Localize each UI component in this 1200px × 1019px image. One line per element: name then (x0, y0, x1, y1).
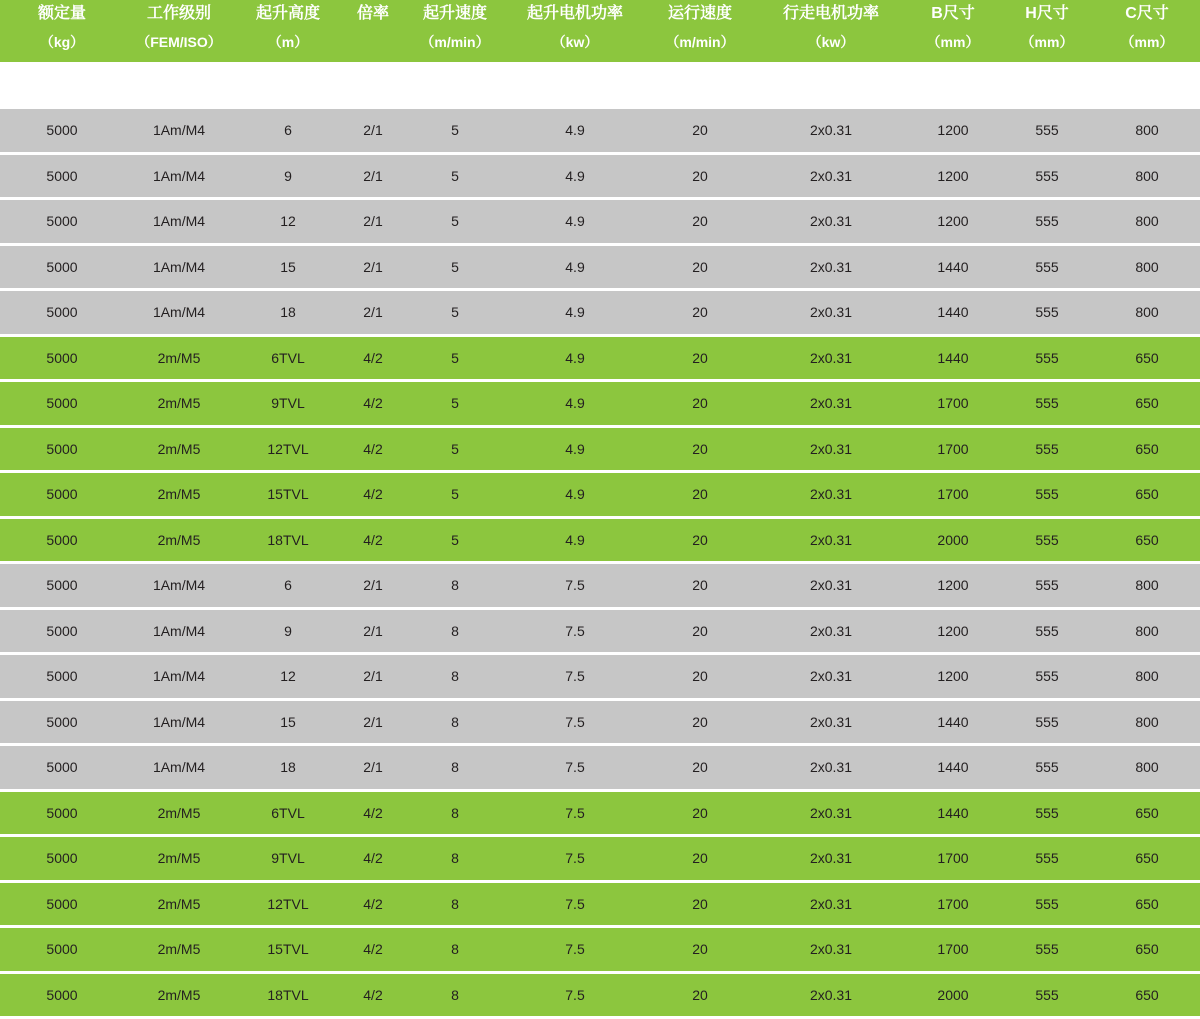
table-cell: 5000 (0, 699, 124, 745)
table-cell: 4.9 (506, 244, 644, 290)
table-cell: 1Am/M4 (124, 199, 234, 245)
table-cell: 1440 (906, 335, 1000, 381)
table-cell: 2000 (906, 972, 1000, 1018)
table-cell: 4/2 (342, 335, 404, 381)
table-cell: 7.5 (506, 927, 644, 973)
table-cell: 2x0.31 (756, 290, 906, 336)
table-cell: 2m/M5 (124, 790, 234, 836)
table-cell: 4.9 (506, 335, 644, 381)
table-cell: 5 (404, 290, 506, 336)
table-cell: 2m/M5 (124, 472, 234, 518)
table-cell: 650 (1094, 881, 1200, 927)
table-cell: 1200 (906, 153, 1000, 199)
table-cell: 555 (1000, 153, 1094, 199)
table-cell: 20 (644, 608, 756, 654)
table-cell: 555 (1000, 199, 1094, 245)
table-cell: 12 (234, 654, 342, 700)
table-cell: 1200 (906, 199, 1000, 245)
table-cell: 18 (234, 290, 342, 336)
column-header-unit-6: （m/min） (644, 28, 756, 62)
table-cell: 2m/M5 (124, 426, 234, 472)
column-header-title-1: 工作级别 (124, 0, 234, 28)
table-cell: 1700 (906, 381, 1000, 427)
table-cell: 15 (234, 244, 342, 290)
table-cell: 8 (404, 881, 506, 927)
table-row (0, 335, 1200, 381)
table-cell: 1700 (906, 881, 1000, 927)
table-cell: 2x0.31 (756, 699, 906, 745)
table-cell: 650 (1094, 972, 1200, 1018)
table-cell: 5000 (0, 244, 124, 290)
table-row (0, 745, 1200, 791)
table-cell: 2/1 (342, 608, 404, 654)
table-cell: 7.5 (506, 563, 644, 609)
table-row (0, 972, 1200, 1018)
table-cell: 4.9 (506, 517, 644, 563)
table-cell: 2x0.31 (756, 972, 906, 1018)
table-cell: 2m/M5 (124, 927, 234, 973)
table-body (0, 62, 1200, 1018)
table-row (0, 426, 1200, 472)
table-cell: 20 (644, 472, 756, 518)
table-cell: 1Am/M4 (124, 654, 234, 700)
table-cell: 5 (404, 153, 506, 199)
table-cell: 1Am/M4 (124, 290, 234, 336)
table-cell: 8 (404, 972, 506, 1018)
table-cell: 1Am/M4 (124, 244, 234, 290)
table-cell: 2/1 (342, 654, 404, 700)
table-cell: 1440 (906, 244, 1000, 290)
table-cell: 8 (404, 608, 506, 654)
table-cell: 6TVL (234, 790, 342, 836)
table-cell: 20 (644, 881, 756, 927)
table-cell: 1440 (906, 745, 1000, 791)
table-cell: 2/1 (342, 153, 404, 199)
table-cell: 12TVL (234, 881, 342, 927)
table-cell: 1700 (906, 472, 1000, 518)
header-gap (0, 62, 1200, 108)
table-cell: 5000 (0, 335, 124, 381)
table-cell: 555 (1000, 290, 1094, 336)
table-cell: 2/1 (342, 563, 404, 609)
table-cell: 2x0.31 (756, 244, 906, 290)
table-cell: 2/1 (342, 244, 404, 290)
table-cell: 1440 (906, 790, 1000, 836)
table-cell: 6TVL (234, 335, 342, 381)
table-cell: 2x0.31 (756, 654, 906, 700)
table-cell: 7.5 (506, 881, 644, 927)
table-cell: 2x0.31 (756, 836, 906, 882)
table-cell: 2x0.31 (756, 517, 906, 563)
table-cell: 7.5 (506, 972, 644, 1018)
table-cell: 555 (1000, 426, 1094, 472)
table-row (0, 381, 1200, 427)
table-cell: 4/2 (342, 472, 404, 518)
table-cell: 4/2 (342, 836, 404, 882)
table-cell: 1Am/M4 (124, 563, 234, 609)
table-row (0, 699, 1200, 745)
table-cell: 20 (644, 836, 756, 882)
table-row (0, 881, 1200, 927)
table-cell: 5000 (0, 972, 124, 1018)
table-cell: 5000 (0, 472, 124, 518)
table-cell: 8 (404, 790, 506, 836)
table-cell: 5 (404, 199, 506, 245)
table-cell: 5 (404, 472, 506, 518)
table-cell: 1700 (906, 426, 1000, 472)
table-cell: 555 (1000, 654, 1094, 700)
table-cell: 2m/M5 (124, 517, 234, 563)
header-unit-row (0, 28, 1200, 62)
table-cell: 7.5 (506, 654, 644, 700)
table-cell: 800 (1094, 290, 1200, 336)
table-cell: 4.9 (506, 426, 644, 472)
table-cell: 4/2 (342, 517, 404, 563)
table-cell: 4/2 (342, 426, 404, 472)
table-cell: 650 (1094, 426, 1200, 472)
table-cell: 20 (644, 153, 756, 199)
table-cell: 800 (1094, 654, 1200, 700)
table-cell: 1Am/M4 (124, 699, 234, 745)
table-cell: 2x0.31 (756, 381, 906, 427)
column-header-title-10: C尺寸 (1094, 0, 1200, 28)
table-row (0, 836, 1200, 882)
table-cell: 1200 (906, 108, 1000, 154)
table-cell: 555 (1000, 836, 1094, 882)
table-cell: 8 (404, 745, 506, 791)
table-cell: 18TVL (234, 517, 342, 563)
table-row (0, 927, 1200, 973)
table-cell: 800 (1094, 108, 1200, 154)
table-cell: 4.9 (506, 472, 644, 518)
table-cell: 20 (644, 244, 756, 290)
table-cell: 2/1 (342, 699, 404, 745)
column-header-unit-4: （m/min） (404, 28, 506, 62)
header-gap-cell (0, 62, 1200, 108)
table-cell: 555 (1000, 381, 1094, 427)
header-title-row (0, 0, 1200, 28)
table-cell: 1Am/M4 (124, 108, 234, 154)
table-row (0, 199, 1200, 245)
table-cell: 800 (1094, 699, 1200, 745)
table-cell: 5000 (0, 654, 124, 700)
table-cell: 2x0.31 (756, 426, 906, 472)
table-cell: 555 (1000, 699, 1094, 745)
table-cell: 5000 (0, 381, 124, 427)
table-cell: 4.9 (506, 290, 644, 336)
table-cell: 5 (404, 335, 506, 381)
table-header (0, 0, 1200, 62)
table-cell: 5000 (0, 790, 124, 836)
table-cell: 8 (404, 654, 506, 700)
table-cell: 555 (1000, 790, 1094, 836)
table-cell: 1Am/M4 (124, 608, 234, 654)
table-cell: 4/2 (342, 927, 404, 973)
table-cell: 20 (644, 381, 756, 427)
column-header-unit-8: （mm） (906, 28, 1000, 62)
table-cell: 650 (1094, 927, 1200, 973)
table-cell: 4/2 (342, 972, 404, 1018)
column-header-title-8: B尺寸 (906, 0, 1000, 28)
table-cell: 18TVL (234, 972, 342, 1018)
table-cell: 2x0.31 (756, 881, 906, 927)
table-cell: 2/1 (342, 108, 404, 154)
table-cell: 15 (234, 699, 342, 745)
table-cell: 2m/M5 (124, 972, 234, 1018)
table-cell: 555 (1000, 335, 1094, 381)
table-cell: 20 (644, 927, 756, 973)
table-row (0, 517, 1200, 563)
table-cell: 4/2 (342, 881, 404, 927)
column-header-title-9: H尺寸 (1000, 0, 1094, 28)
table-cell: 6 (234, 563, 342, 609)
column-header-unit-0: （kg） (0, 28, 124, 62)
table-cell: 7.5 (506, 745, 644, 791)
table-cell: 650 (1094, 381, 1200, 427)
table-row (0, 654, 1200, 700)
column-header-unit-2: （m） (234, 28, 342, 62)
table-cell: 2x0.31 (756, 108, 906, 154)
table-cell: 555 (1000, 881, 1094, 927)
table-cell: 1200 (906, 654, 1000, 700)
table-cell: 7.5 (506, 699, 644, 745)
table-cell: 8 (404, 699, 506, 745)
table-cell: 2m/M5 (124, 881, 234, 927)
column-header-title-5: 起升电机功率 (506, 0, 644, 28)
column-header-title-3: 倍率 (342, 0, 404, 28)
table-row (0, 790, 1200, 836)
table-cell: 2m/M5 (124, 335, 234, 381)
table-cell: 1200 (906, 563, 1000, 609)
table-cell: 4.9 (506, 108, 644, 154)
table-cell: 1440 (906, 699, 1000, 745)
table-cell: 2x0.31 (756, 608, 906, 654)
column-header-title-4: 起升速度 (404, 0, 506, 28)
table-cell: 8 (404, 927, 506, 973)
table-cell: 4.9 (506, 153, 644, 199)
table-cell: 1Am/M4 (124, 153, 234, 199)
table-row (0, 108, 1200, 154)
table-cell: 650 (1094, 335, 1200, 381)
column-header-unit-7: （kw） (756, 28, 906, 62)
table-cell: 800 (1094, 608, 1200, 654)
table-cell: 20 (644, 517, 756, 563)
table-cell: 20 (644, 426, 756, 472)
table-cell: 5000 (0, 608, 124, 654)
table-cell: 20 (644, 199, 756, 245)
table-cell: 5 (404, 108, 506, 154)
table-cell: 2m/M5 (124, 381, 234, 427)
table-cell: 5000 (0, 927, 124, 973)
column-header-unit-10: （mm） (1094, 28, 1200, 62)
table-cell: 555 (1000, 927, 1094, 973)
table-cell: 20 (644, 108, 756, 154)
table-cell: 2x0.31 (756, 199, 906, 245)
table-cell: 2x0.31 (756, 927, 906, 973)
column-header-title-7: 行走电机功率 (756, 0, 906, 28)
table-cell: 555 (1000, 472, 1094, 518)
table-cell: 2x0.31 (756, 790, 906, 836)
table-cell: 5 (404, 381, 506, 427)
table-cell: 20 (644, 699, 756, 745)
table-cell: 8 (404, 836, 506, 882)
column-header-unit-3 (342, 28, 404, 62)
table-cell: 18 (234, 745, 342, 791)
table-cell: 1700 (906, 836, 1000, 882)
table-cell: 555 (1000, 517, 1094, 563)
table-cell: 6 (234, 108, 342, 154)
table-cell: 4.9 (506, 381, 644, 427)
column-header-title-6: 运行速度 (644, 0, 756, 28)
table-cell: 4.9 (506, 199, 644, 245)
table-cell: 9 (234, 608, 342, 654)
table-cell: 555 (1000, 244, 1094, 290)
table-cell: 4/2 (342, 381, 404, 427)
table-cell: 8 (404, 563, 506, 609)
table-cell: 5000 (0, 153, 124, 199)
table-cell: 5000 (0, 881, 124, 927)
table-cell: 9TVL (234, 381, 342, 427)
table-cell: 555 (1000, 608, 1094, 654)
table-row (0, 153, 1200, 199)
table-cell: 5 (404, 517, 506, 563)
table-row (0, 244, 1200, 290)
table-cell: 20 (644, 790, 756, 836)
table-cell: 5000 (0, 517, 124, 563)
table-cell: 5000 (0, 108, 124, 154)
table-cell: 2/1 (342, 745, 404, 791)
table-cell: 15TVL (234, 472, 342, 518)
table-cell: 800 (1094, 199, 1200, 245)
table-cell: 7.5 (506, 836, 644, 882)
table-cell: 20 (644, 972, 756, 1018)
table-cell: 1200 (906, 608, 1000, 654)
table-cell: 2x0.31 (756, 335, 906, 381)
table-cell: 5 (404, 426, 506, 472)
table-cell: 15TVL (234, 927, 342, 973)
table-cell: 20 (644, 745, 756, 791)
table-cell: 5000 (0, 199, 124, 245)
table-cell: 20 (644, 335, 756, 381)
table-cell: 5000 (0, 836, 124, 882)
table-cell: 7.5 (506, 790, 644, 836)
table-cell: 555 (1000, 563, 1094, 609)
table-cell: 800 (1094, 244, 1200, 290)
table-cell: 1700 (906, 927, 1000, 973)
table-row (0, 472, 1200, 518)
table-cell: 2x0.31 (756, 472, 906, 518)
table-cell: 9 (234, 153, 342, 199)
table-cell: 1Am/M4 (124, 745, 234, 791)
table-cell: 20 (644, 563, 756, 609)
table-cell: 12 (234, 199, 342, 245)
table-cell: 555 (1000, 972, 1094, 1018)
column-header-unit-5: （kw） (506, 28, 644, 62)
table-row (0, 290, 1200, 336)
table-cell: 800 (1094, 563, 1200, 609)
table-cell: 800 (1094, 153, 1200, 199)
table-cell: 2x0.31 (756, 153, 906, 199)
column-header-unit-1: （FEM/ISO） (124, 28, 234, 62)
table-cell: 20 (644, 290, 756, 336)
table-cell: 2x0.31 (756, 563, 906, 609)
table-cell: 650 (1094, 836, 1200, 882)
table-cell: 7.5 (506, 608, 644, 654)
table-cell: 555 (1000, 745, 1094, 791)
table-cell: 650 (1094, 472, 1200, 518)
table-cell: 2000 (906, 517, 1000, 563)
table-cell: 2/1 (342, 290, 404, 336)
table-cell: 9TVL (234, 836, 342, 882)
column-header-title-2: 起升高度 (234, 0, 342, 28)
table-row (0, 608, 1200, 654)
table-cell: 4/2 (342, 790, 404, 836)
table-cell: 20 (644, 654, 756, 700)
table-cell: 5000 (0, 563, 124, 609)
table-cell: 800 (1094, 745, 1200, 791)
table-cell: 2/1 (342, 199, 404, 245)
table-cell: 1440 (906, 290, 1000, 336)
column-header-unit-9: （mm） (1000, 28, 1094, 62)
table-cell: 650 (1094, 790, 1200, 836)
table-cell: 5000 (0, 426, 124, 472)
table-cell: 555 (1000, 108, 1094, 154)
table-cell: 650 (1094, 517, 1200, 563)
table-cell: 2x0.31 (756, 745, 906, 791)
column-header-title-0: 额定量 (0, 0, 124, 28)
table-row (0, 563, 1200, 609)
table-cell: 2m/M5 (124, 836, 234, 882)
table-cell: 12TVL (234, 426, 342, 472)
table-cell: 5000 (0, 290, 124, 336)
table-cell: 5 (404, 244, 506, 290)
table-cell: 5000 (0, 745, 124, 791)
